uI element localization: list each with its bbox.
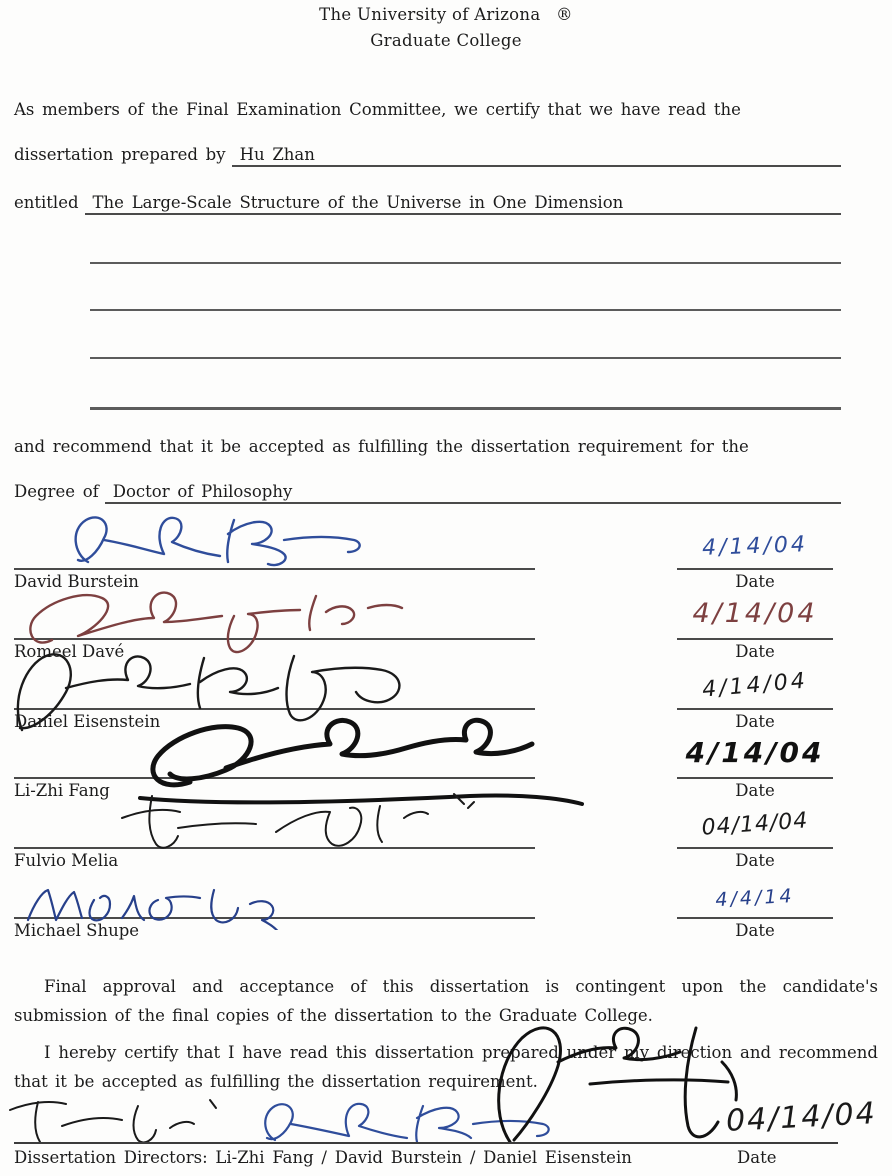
date-label: Date	[735, 572, 775, 591]
degree-field: Doctor of Philosophy	[105, 482, 841, 504]
signature-david-burstein	[66, 510, 382, 572]
date-label: Date	[735, 921, 775, 940]
signature-fulvio-melia	[108, 788, 588, 860]
committee-member-name: Romeel Davé	[14, 642, 125, 661]
date-line	[677, 708, 833, 710]
blank-title-line-1	[90, 262, 841, 264]
university-title-line	[0, 5, 892, 24]
directors-date-label: Date	[737, 1148, 777, 1167]
final-approval-paragraph: Final approval and acceptance of this dissertation is contingent upon the candidate's submission of the final copies of the dissertation to the Graduate College.	[14, 977, 878, 1025]
committee-member-name: Fulvio Melia	[14, 851, 119, 870]
directors-label: Dissertation Directors: Li-Zhi Fang / David Burstein / Daniel Eisenstein	[14, 1148, 632, 1167]
registered-trademark-symbol: ®	[556, 5, 573, 24]
handwritten-date: 4/4/14	[714, 884, 796, 912]
blank-title-line-3	[90, 357, 841, 359]
handwritten-date: 4/14/04	[685, 736, 825, 769]
signature-romeel-dave	[22, 578, 462, 658]
committee-member-name: Li-Zhi Fang	[14, 781, 110, 800]
entitled-row	[14, 193, 841, 215]
committee-member-name: David Burstein	[14, 572, 139, 591]
committee-member-name: Michael Shupe	[14, 921, 140, 940]
date-line	[677, 568, 833, 570]
date-line	[677, 847, 833, 849]
blank-title-line-4	[90, 407, 841, 410]
degree-label: Degree of	[14, 482, 99, 501]
degree-row	[14, 482, 841, 504]
recommend-statement: and recommend that it be accepted as fulfilling the dissertation requirement for the	[14, 437, 749, 456]
entitled-label: entitled	[14, 193, 79, 212]
prepared-by-row	[14, 145, 841, 167]
handwritten-date: 04/14/04	[700, 808, 810, 841]
directors-signature-line	[14, 1142, 838, 1144]
university-name: The University of Arizona	[319, 5, 541, 24]
signature-michael-shupe	[18, 880, 303, 930]
signature-daniel-eisenstein-bottom	[470, 1022, 755, 1154]
date-line	[677, 638, 833, 640]
graduate-college-line: Graduate College	[370, 31, 522, 50]
handwritten-date: 4/14/04	[701, 668, 809, 703]
handwritten-date: 4/14/04	[692, 598, 818, 629]
prepared-by-label: dissertation prepared by	[14, 145, 226, 164]
committee-member-name: Daniel Eisenstein	[14, 712, 161, 731]
hereby-certify-paragraph: I hereby certify that I have read this dissertation prepared under my direction and recommend that it be accepted as fulfilling the dissertation requirement.	[14, 1043, 878, 1091]
entitled-field: The Large-Scale Structure of the Universe in One Dimension	[85, 193, 841, 215]
date-label: Date	[735, 642, 775, 661]
prepared-by-field: Hu Zhan	[232, 145, 841, 167]
blank-title-line-2	[90, 309, 841, 311]
date-line	[677, 917, 833, 919]
date-line	[677, 777, 833, 779]
date-label: Date	[735, 712, 775, 731]
certify-statement: As members of the Final Examination Committee, we certify that we have read the	[14, 100, 741, 119]
date-label: Date	[735, 781, 775, 800]
handwritten-date-directors: 04/14/04	[725, 1096, 878, 1139]
signature-li-zhi-fang-bottom	[2, 1092, 247, 1154]
handwritten-date: 4/14/04	[701, 532, 809, 561]
date-label: Date	[735, 851, 775, 870]
